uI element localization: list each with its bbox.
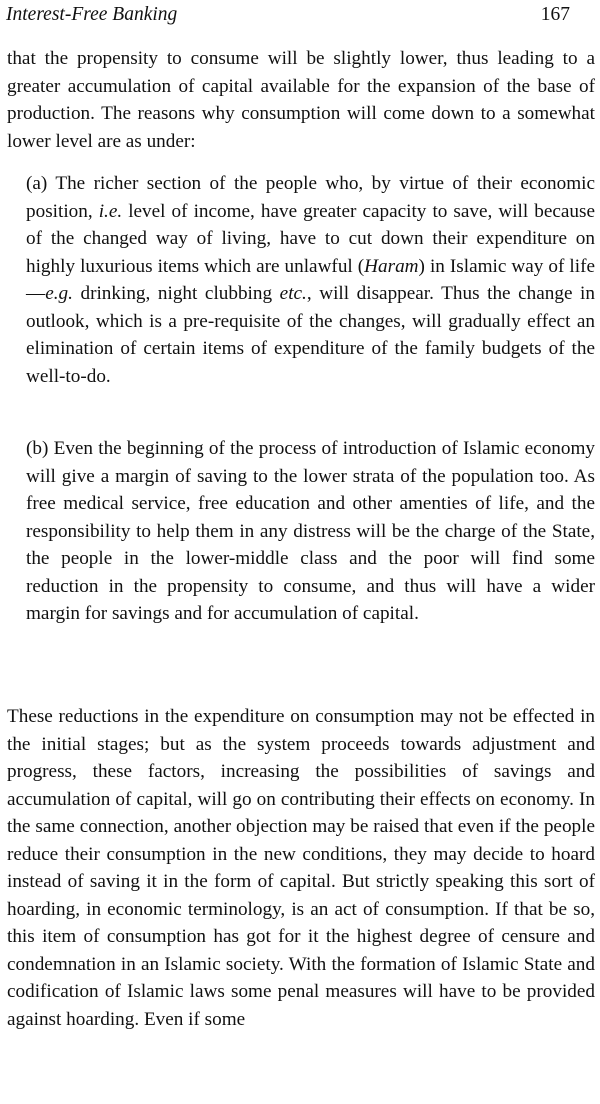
italic-term-haram: Haram [364,255,419,277]
paragraph-hoarding: These reductions in the expenditure on consumption may not be effected in the initial stages; but as the system proceeds towards adjustment and progress, these factors, increasing the possibilities of savings and accumulation of capital, will go on contributing their effects on economy. In the same connection, another objection may be raised that even if the people reduce their consumption in the new conditions, they may decide to hoard instead of saving it in the form of capital. But strictly speaking this sort of hoarding, in economic terminology, is an act of consumption. If that be so, this item of consumption has got for it the highest degree of censure and condemnation in an Islamic society. With the formation of Islamic State and codification of Islamic laws some penal measures will have to be provided against hoarding. Even if some [7,706,595,1030]
text-run: level of income, have greater capacity to save, will because of the changed way of living, have to cut down their expenditure on highly luxurious items which are unlawful ( [26,200,595,277]
italic-term-ie: i.e. [98,200,123,222]
paragraph-intro: that the propensity to consume will be slightly lower, thus leading to a greater accumulation of capital available for the expansion of the base of production. The reasons why consumption will come down to a somewhat lower level are as under: [7,48,595,152]
text-run: drinking, night clubbing [72,283,280,304]
page-number: 167 [540,4,570,25]
running-header-title: Interest-Free Banking [6,4,178,25]
running-header [6,4,570,34]
paragraph-point-b: (b) Even the beginning of the process of introduction of Islamic economy will give a margin of saving to the lower strata of the population too. As free medical service, free education and other amenties of life, and the responsibility to help them in any distress will be the charge of the State, the people in the lower-middle class and the poor will find some reduction in the propensity to consume, and thus will have a wider margin for savings and for accumulation of capital. [26,438,595,624]
paragraph-point-a [26,170,595,390]
italic-term-eg: e.g. [45,283,73,304]
text-run: ) in Islamic way of life— [26,255,595,304]
italic-term-etc: etc. [279,283,307,304]
text-run: , will disappear. Thus the change in outlook, which is a pre-requisite of the changes, will gradually effect an elimination of certain items of expenditure of the family budgets of the well-to-do. [26,283,595,387]
text-run: (a) The richer section of the people who, by virtue of their economic position, [26,173,595,222]
